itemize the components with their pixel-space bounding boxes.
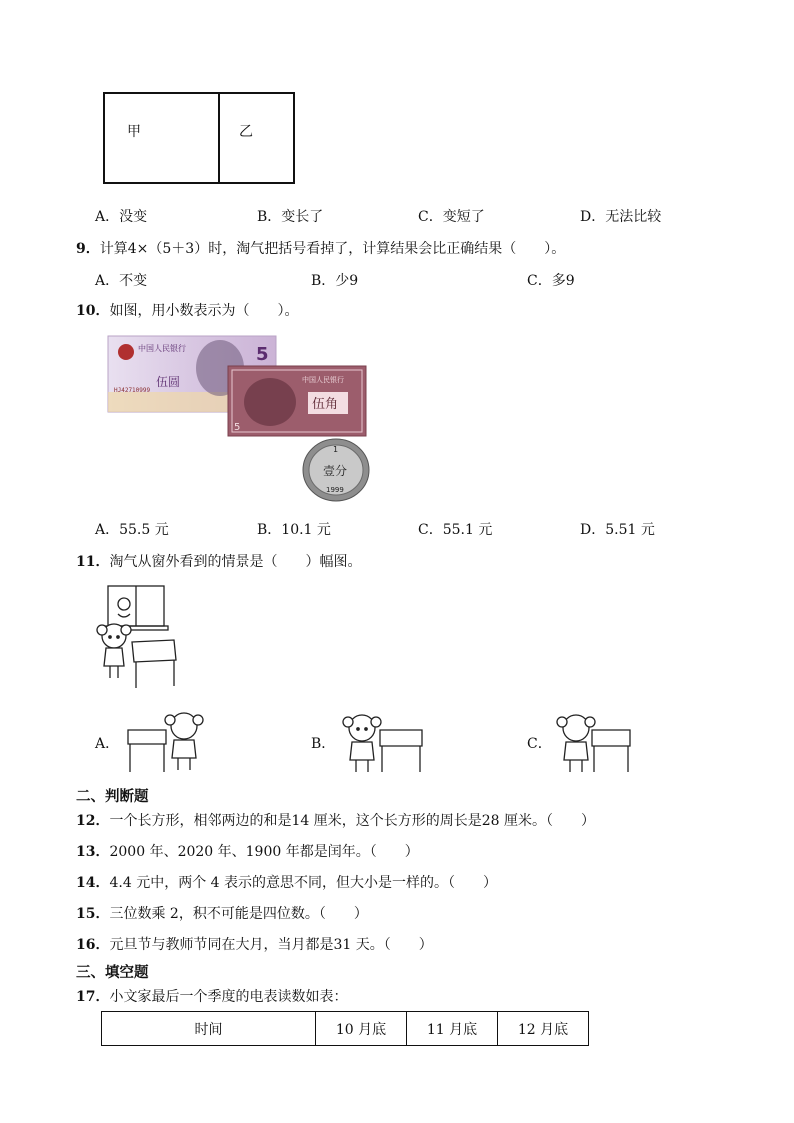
q8-option-d[interactable]: D．无法比较 bbox=[580, 209, 662, 225]
table-header-oct: 10 月底 bbox=[316, 1012, 407, 1046]
question-16 bbox=[76, 934, 433, 954]
one-fen-coin-image bbox=[302, 438, 370, 502]
note-value-text: 伍角 bbox=[312, 397, 339, 412]
q11-option-a-label[interactable]: A． bbox=[95, 736, 120, 752]
q11-option-b-image[interactable] bbox=[342, 712, 424, 774]
five-jiao-banknote-image bbox=[228, 366, 366, 436]
section-title-judgement: 二、判断题 bbox=[76, 788, 149, 805]
note-bank-name: 中国人民银行 bbox=[302, 376, 344, 384]
question-number: 12． bbox=[76, 813, 110, 829]
portrait-icon bbox=[244, 378, 296, 426]
question-number: 13． bbox=[76, 844, 110, 860]
q11-option-b-label[interactable]: B． bbox=[311, 736, 336, 752]
note-denomination: 5 bbox=[256, 344, 269, 365]
figure-label-yi: 乙 bbox=[239, 124, 253, 140]
q10-option-b[interactable]: B．10.1 元 bbox=[257, 522, 331, 538]
table-header-nov: 11 月底 bbox=[407, 1012, 498, 1046]
table-header-dec: 12 月底 bbox=[498, 1012, 589, 1046]
question-text: 淘气从窗外看到的情景是（ ）幅图。 bbox=[109, 554, 362, 570]
q10-option-d[interactable]: D．5.51 元 bbox=[580, 522, 655, 538]
question-number: 10． bbox=[76, 303, 110, 319]
window-scene-illustration bbox=[94, 584, 180, 690]
table-header-time: 时间 bbox=[102, 1012, 316, 1046]
question-number: 17． bbox=[76, 989, 110, 1005]
question-text: 元旦节与教师节同在大月，当月都是31 天。（ ） bbox=[109, 937, 433, 953]
question-14 bbox=[76, 872, 497, 892]
question-13 bbox=[76, 841, 419, 861]
figure-label-jia: 甲 bbox=[127, 124, 141, 140]
question-text: 4.4 元中，两个 4 表示的意思不同，但大小是一样的。（ ） bbox=[109, 875, 498, 891]
table-row bbox=[102, 1012, 589, 1046]
coin-value-text: 壹分 bbox=[323, 464, 348, 478]
q8-option-b[interactable]: B．变长了 bbox=[257, 209, 324, 225]
question-number: 16． bbox=[76, 937, 110, 953]
note-bank-name: 中国人民银行 bbox=[138, 344, 186, 353]
question-text: 2000 年、2020 年、1900 年都是闰年。（ ） bbox=[109, 844, 419, 860]
meter-reading-table bbox=[101, 1011, 589, 1046]
rectangle-figure bbox=[103, 92, 295, 184]
question-text: 小文家最后一个季度的电表读数如表： bbox=[109, 989, 348, 1005]
q8-option-c[interactable]: C．变短了 bbox=[418, 209, 485, 225]
question-12 bbox=[76, 810, 595, 830]
q9-option-a[interactable]: A．不变 bbox=[95, 273, 148, 289]
question-11 bbox=[76, 551, 361, 571]
question-text: 如图，用小数表示为（ ）。 bbox=[109, 303, 299, 319]
question-text: 一个长方形，相邻两边的和是14 厘米，这个长方形的周长是28 厘米。（ ） bbox=[109, 813, 596, 829]
q10-option-a[interactable]: A．55.5 元 bbox=[95, 522, 169, 538]
q11-option-a-image[interactable] bbox=[126, 710, 206, 774]
q8-option-a[interactable]: A．没变 bbox=[95, 209, 148, 225]
coin-top-number: 1 bbox=[333, 445, 339, 454]
question-number: 15． bbox=[76, 906, 110, 922]
rectangle-divider bbox=[105, 94, 220, 182]
question-9 bbox=[76, 238, 565, 258]
national-emblem-icon bbox=[118, 344, 134, 360]
question-text: 三位数乘 2，积不可能是四位数。（ ） bbox=[109, 906, 368, 922]
question-number: 9． bbox=[76, 241, 100, 257]
coin-year: 1999 bbox=[326, 486, 344, 494]
note-serial: HJ42710999 bbox=[114, 387, 151, 394]
question-text: 计算4×（5＋3）时，淘气把括号看掉了，计算结果会比正确结果（ ）。 bbox=[99, 241, 566, 257]
section-title-fill-in: 三、填空题 bbox=[76, 964, 149, 981]
note-value-text: 伍圆 bbox=[156, 375, 181, 389]
question-number: 14． bbox=[76, 875, 110, 891]
q11-option-c-label[interactable]: C． bbox=[527, 736, 552, 752]
q11-option-c-image[interactable] bbox=[556, 712, 632, 774]
question-10 bbox=[76, 300, 298, 320]
question-17 bbox=[76, 986, 347, 1006]
question-15 bbox=[76, 903, 368, 923]
q9-option-c[interactable]: C．多9 bbox=[527, 273, 575, 289]
q9-option-b[interactable]: B．少9 bbox=[311, 273, 359, 289]
note-denomination: 5 bbox=[234, 422, 241, 433]
q10-option-c[interactable]: C．55.1 元 bbox=[418, 522, 493, 538]
question-number: 11． bbox=[76, 554, 110, 570]
